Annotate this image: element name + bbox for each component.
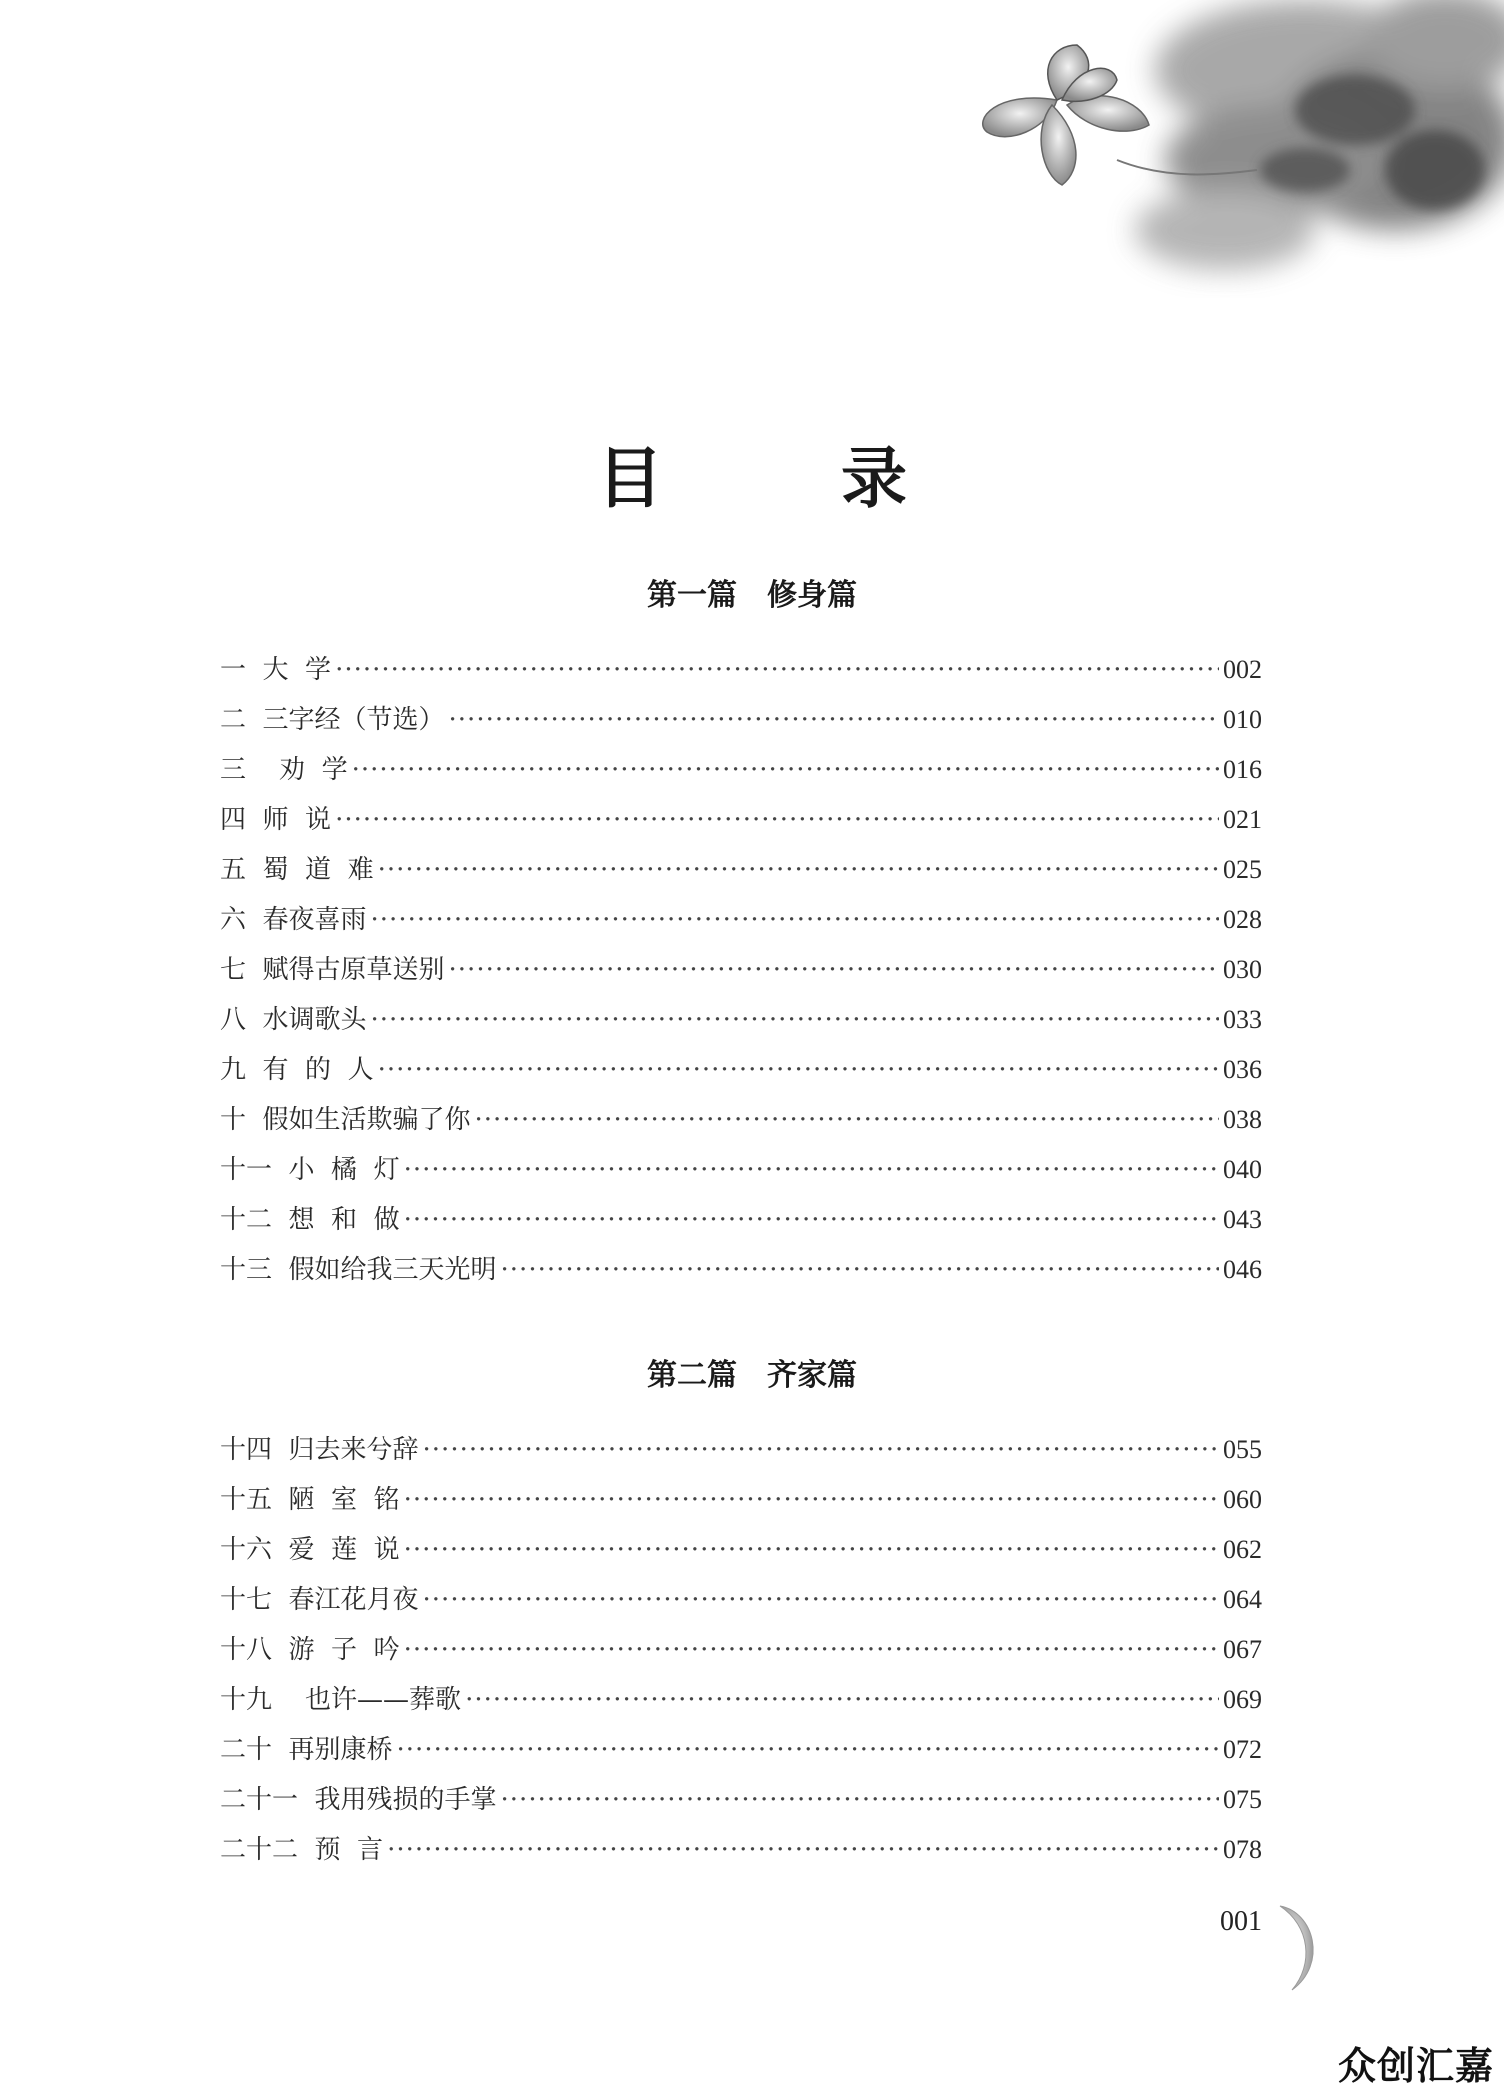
toc-entry-page: 030	[1223, 955, 1262, 984]
dot-leader	[404, 1195, 1219, 1245]
toc-entry-title: 二十一 我用残损的手掌	[220, 1785, 497, 1815]
toc-entry-page: 036	[1223, 1055, 1262, 1084]
toc-list-1	[220, 645, 1262, 1295]
toc-entry-title: 二十 再别康桥	[220, 1735, 393, 1765]
toc-entry-title: 十二 想 和 做	[220, 1205, 400, 1235]
toc-entry[interactable]	[220, 1725, 1262, 1775]
toc-entry[interactable]	[220, 1045, 1262, 1095]
toc-entry-page: 078	[1223, 1835, 1262, 1864]
toc-entry[interactable]	[220, 1675, 1262, 1725]
toc-entry-page: 060	[1223, 1485, 1262, 1514]
dot-leader	[404, 1145, 1219, 1195]
dot-leader	[371, 995, 1219, 1045]
dot-leader	[404, 1525, 1219, 1575]
toc-entry-page: 043	[1223, 1205, 1262, 1234]
dot-leader	[404, 1625, 1219, 1675]
toc-entry[interactable]	[220, 995, 1262, 1045]
toc-entry[interactable]	[220, 945, 1262, 995]
toc-entry[interactable]	[220, 1625, 1262, 1675]
toc-entry-title: 十六 爱 莲 说	[220, 1535, 400, 1565]
toc-entry[interactable]	[220, 695, 1262, 745]
toc-entry-title: 八 水调歌头	[220, 1005, 367, 1035]
toc-entry-page: 038	[1223, 1105, 1262, 1134]
dot-leader	[335, 645, 1219, 695]
toc-entry[interactable]	[220, 1195, 1262, 1245]
toc-entry-page: 040	[1223, 1155, 1262, 1184]
dot-leader	[423, 1425, 1219, 1475]
dot-leader	[501, 1245, 1219, 1295]
toc-entry-title: 十三 假如给我三天光明	[220, 1255, 497, 1285]
dot-leader	[423, 1575, 1219, 1625]
dot-leader	[465, 1675, 1219, 1725]
toc-entry[interactable]	[220, 1145, 1262, 1195]
dot-leader	[378, 1045, 1219, 1095]
toc-entry-title: 十四 归去来兮辞	[220, 1435, 419, 1465]
lotus-ink-illustration	[975, 0, 1504, 320]
toc-list-2	[220, 1425, 1262, 1875]
toc-entry[interactable]	[220, 1825, 1262, 1875]
toc-entry-title: 九 有 的 人	[220, 1055, 374, 1085]
toc-entry-title: 六 春夜喜雨	[220, 905, 367, 935]
toc-entry[interactable]	[220, 645, 1262, 695]
toc-entry[interactable]	[220, 1475, 1262, 1525]
watermark-logo: 众创汇嘉	[1337, 2044, 1494, 2088]
toc-entry[interactable]	[220, 1095, 1262, 1145]
toc-entry-page: 016	[1223, 755, 1262, 784]
toc-entry-page: 025	[1223, 855, 1262, 884]
toc-entry-title: 三 劝 学	[220, 755, 348, 785]
toc-entry-title: 二十二 预 言	[220, 1835, 384, 1865]
toc-entry-page: 072	[1223, 1735, 1262, 1764]
toc-entry[interactable]	[220, 1525, 1262, 1575]
toc-entry-title: 一 大 学	[220, 655, 332, 685]
toc-entry-page: 033	[1223, 1005, 1262, 1034]
toc-entry[interactable]	[220, 745, 1262, 795]
toc-entry-title: 五 蜀 道 难	[220, 855, 374, 885]
dot-leader	[335, 795, 1219, 845]
toc-entry-page: 067	[1223, 1635, 1262, 1664]
toc-entry[interactable]	[220, 795, 1262, 845]
toc-entry-page: 055	[1223, 1435, 1262, 1464]
dot-leader	[475, 1095, 1219, 1145]
dot-leader	[449, 695, 1219, 745]
toc-entry[interactable]	[220, 845, 1262, 895]
toc-entry-title: 十五 陋 室 铭	[220, 1485, 400, 1515]
toc-entry-title: 十七 春江花月夜	[220, 1585, 419, 1615]
toc-entry-title: 十八 游 子 吟	[220, 1635, 400, 1665]
dot-leader	[352, 745, 1219, 795]
section-title-2: 第二篇 齐家篇	[647, 1358, 857, 1393]
crescent-moon-icon	[1262, 1904, 1322, 1992]
dot-leader	[449, 945, 1219, 995]
toc-entry-page: 021	[1223, 805, 1262, 834]
toc-entry[interactable]	[220, 1245, 1262, 1295]
page-number: 001	[1220, 1906, 1262, 1937]
toc-entry-page: 064	[1223, 1585, 1262, 1614]
toc-entry-page: 075	[1223, 1785, 1262, 1814]
toc-entry[interactable]	[220, 1425, 1262, 1475]
toc-entry-page: 046	[1223, 1255, 1262, 1284]
toc-entry-title: 二 三字经（节选）	[220, 705, 445, 735]
section-title-1: 第一篇 修身篇	[647, 578, 857, 613]
toc-entry-page: 069	[1223, 1685, 1262, 1714]
toc-entry-title: 十九 也许——葬歌	[220, 1685, 462, 1715]
dot-leader	[378, 845, 1219, 895]
toc-entry[interactable]	[220, 895, 1262, 945]
dot-leader	[501, 1775, 1219, 1825]
toc-entry-title: 四 师 说	[220, 805, 332, 835]
toc-entry-page: 028	[1223, 905, 1262, 934]
toc-entry-title: 七 赋得古原草送别	[220, 955, 445, 985]
toc-entry-page: 062	[1223, 1535, 1262, 1564]
dot-leader	[397, 1725, 1219, 1775]
toc-entry-title: 十一 小 橘 灯	[220, 1155, 400, 1185]
dot-leader	[404, 1475, 1219, 1525]
dot-leader	[387, 1825, 1219, 1875]
toc-entry[interactable]	[220, 1775, 1262, 1825]
dot-leader	[371, 895, 1219, 945]
toc-entry-title: 十 假如生活欺骗了你	[220, 1105, 471, 1135]
toc-entry-page: 010	[1223, 705, 1262, 734]
toc-entry-page: 002	[1223, 655, 1262, 684]
toc-entry[interactable]	[220, 1575, 1262, 1625]
page-title: 目 录	[597, 440, 963, 517]
